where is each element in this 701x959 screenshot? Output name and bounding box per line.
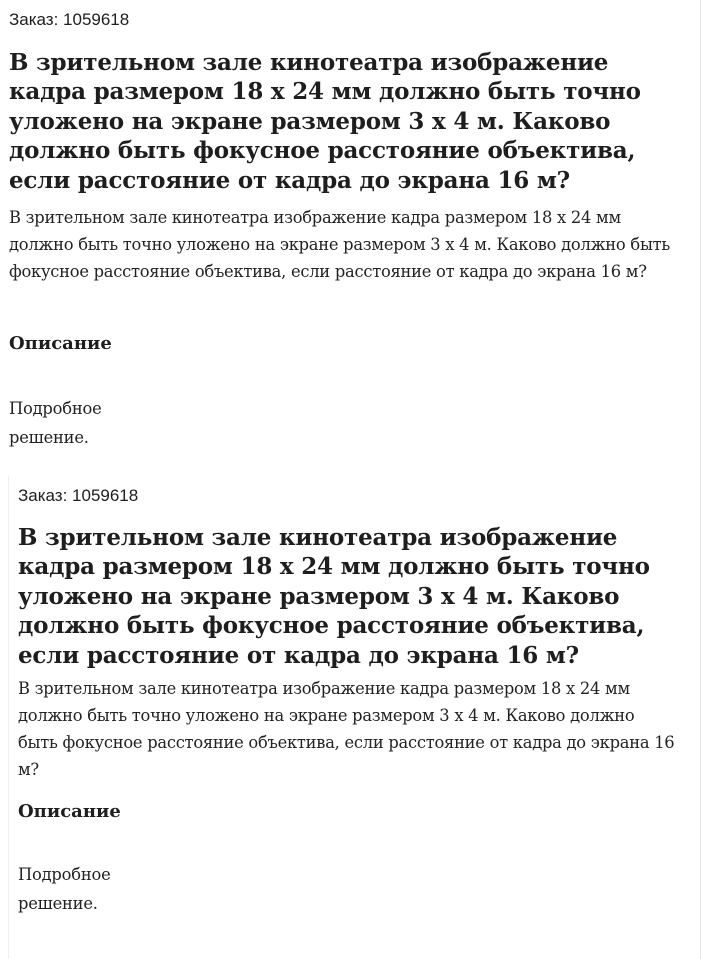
problem-title: В зрительном зале кинотеатра изображение кадра размером 18 х 24 мм должно быть точно уложено на экране размером 3 х 4 м. Каково должно быть фокусное расстояние объектива, если расстояние от кадра до экрана 16 м? (9, 49, 641, 194)
description-heading: Описание (18, 801, 121, 822)
order-number: Заказ: 1059618 (9, 10, 130, 29)
description-text: Подробное решение. (18, 865, 111, 913)
problem-statement: В зрительном зале кинотеатра изображение кадра размером 18 х 24 мм должно быть точно уложено на экране размером 3 х 4 м. Каково должно быть фокусное расстояние объектива, если расстояние от кадра до экрана 16 м? (18, 679, 675, 779)
description-heading: Описание (9, 333, 112, 354)
problem-statement: В зрительном зале кинотеатра изображение кадра размером 18 х 24 мм должно быть точно уложено на экране размером 3 х 4 м. Каково должно быть фокусное расстояние объектива, если расстояние от кадра до экрана 16 м? (9, 208, 671, 281)
order-card-1 (0, 0, 696, 466)
problem-title: В зрительном зале кинотеатра изображение кадра размером 18 х 24 мм должно быть точно уложено на экране размером 3 х 4 м. Каково должно быть фокусное расстояние объектива, если расстояние от кадра до экрана 16 м? (18, 524, 650, 669)
description-text: Подробное решение. (9, 399, 102, 447)
order-number: Заказ: 1059618 (18, 486, 139, 505)
order-card-2 (8, 476, 697, 959)
